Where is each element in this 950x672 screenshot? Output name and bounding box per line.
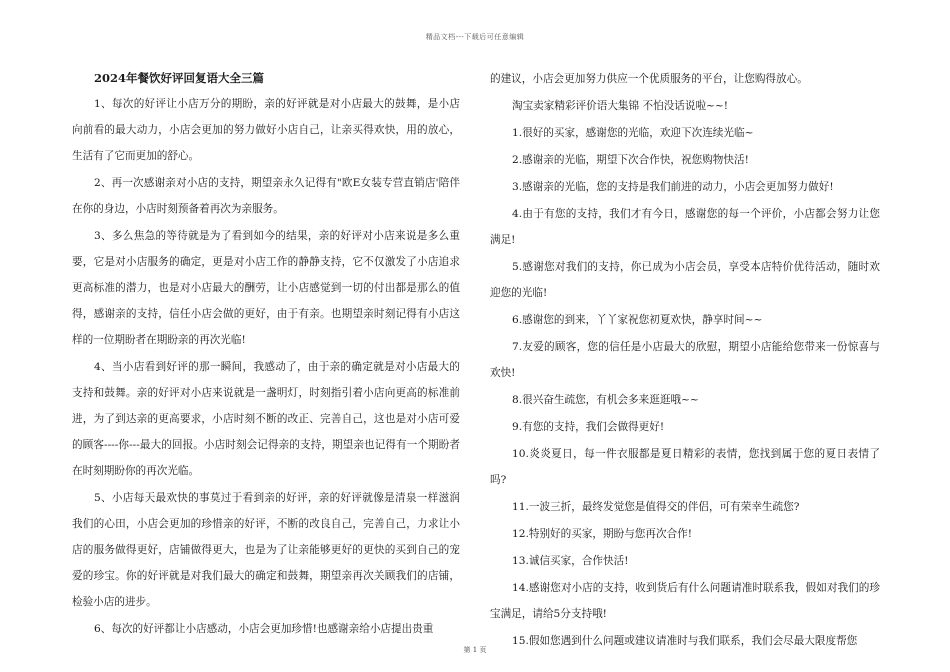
list-item: 8.很兴奋生疏您，有机会多来逛逛哦~~ xyxy=(512,394,699,406)
list-item: 7.友爱的顾客，您的信任是小店最大的欣慰，期望小店能给您带来一份惊喜与欢快! xyxy=(490,341,880,379)
paragraph: 淘宝卖家精彩评价语大集锦 不怕没话说啦~~! xyxy=(512,100,729,112)
paragraph: 6、每次的好评都让小店感动，小店会更加珍惜!也感谢亲给小店提出贵重 xyxy=(94,623,434,635)
list-item: 12.特别好的买家，期盼与您再次合作! xyxy=(512,528,693,540)
paragraph: 3、多么焦急的等待就是为了看到如今的结果，亲的好评对小店来说是多么重要，它是对小店服务的确定，更是对小店工作的静静支持，它不仅激发了小店追求更高标准的潜力，也是对小店最大的酬劳，让小店感觉到一切的付出都是那么的值得，感谢亲的支持，信任小店会做的更好，由于有亲。也期望亲时刻记得有小店这样的一位期盼者在期盼亲的再次光临! xyxy=(72,230,460,346)
list-item: 2.感谢亲的光临，期望下次合作快，祝您购物快活! xyxy=(512,154,749,166)
left-column xyxy=(72,66,460,643)
paragraph: 4、当小店看到好评的那一瞬间，我感动了，由于亲的确定就是对小店最大的支持和鼓舞。亲的好评对小店来说就是一盏明灯，时刻指引着小店向更高的标准前进，为了到达亲的更高要求，小店时刻不断的改正、完善自己，这也是对小店可爱的顾客----你---最大的回报。小店时刻会记得亲的支持，期望亲也记得有一个期盼者在时刻期盼你的再次光临。 xyxy=(72,361,460,477)
list-item: 4.由于有您的支持，我们才有今日，感谢您的每一个评价，小店都会努力让您满足! xyxy=(490,208,880,246)
right-column xyxy=(490,66,880,655)
paragraph-continuation: 的建议，小店会更加努力供应一个优质服务的平台，让您购得放心。 xyxy=(490,73,808,85)
list-item: 11.一波三折，最终发觉您是值得交的伴侣，可有荣幸生疏您? xyxy=(512,501,800,513)
list-item: 1.很好的买家，感谢您的光临，欢迎下次连续光临~ xyxy=(512,127,754,139)
document-title: 2024年餐饮好评回复语大全三篇 xyxy=(94,71,265,85)
paragraph: 1、每次的好评让小店万分的期盼，亲的好评就是对小店最大的鼓舞，是小店向前看的最大动力，小店会更加的努力做好小店自己，让亲买得欢快，用的放心，生活有了它而更加的舒心。 xyxy=(72,98,460,162)
list-item: 3.感谢亲的光临，您的支持是我们前进的动力，小店会更加努力做好! xyxy=(512,181,834,193)
list-item: 5.感谢您对我们的支持，你已成为小店会员，享受本店特价优待活动，随时欢迎您的光临! xyxy=(490,261,880,299)
list-item: 9.有您的支持，我们会做得更好! xyxy=(512,421,665,433)
list-item: 10.炎炎夏日，每一件衣服都是夏日精彩的表情，您找到属于您的夏日表情了吗? xyxy=(490,448,880,486)
list-item: 15.假如您遇到什么问题或建议请准时与我们联系，我们会尽最大限度帮您 xyxy=(512,635,858,647)
page-number: 第 1 页 xyxy=(463,646,487,654)
list-item: 6.感谢您的到来，丫丫家祝您初夏欢快，静享时间~~ xyxy=(512,314,763,326)
paragraph: 5、小店每天最欢快的事莫过于看到亲的好评，亲的好评就像是清泉一样滋润我们的心田，小店会更加的珍惜亲的好评，不断的改良自己，完善自己，力求让小店的服务做得更好，店铺做得更大，也是为了让亲能够更好的更快的买到自己的宠爱的珍宝。你的好评就是对我们最大的确定和鼓舞，期望亲再次关顾我们的店铺，检验小店的进步。 xyxy=(72,492,460,608)
paragraph: 2、再一次感谢亲对小店的支持，期望亲永久记得有"欧E女装专营直销店'陪伴在你的身边，小店时刻预备着再次为亲服务。 xyxy=(72,177,460,215)
list-item: 13.诚信买家，合作快活! xyxy=(512,555,629,567)
list-item: 14.感谢您对小店的支持，收到货后有什么问题请准时联系我，假如对我们的珍宝满足，请给5分支持哦! xyxy=(490,582,880,620)
page-header-note: 精品文档---下载后可任意编辑 xyxy=(425,33,525,41)
